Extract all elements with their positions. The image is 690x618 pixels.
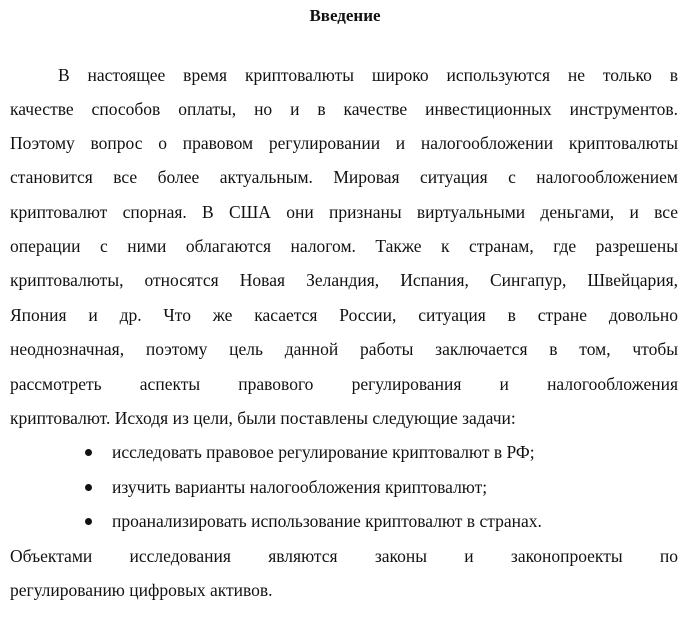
paragraph-1-line-6: операции с ними облагаются налогом. Также к странам, где разрешены	[10, 236, 678, 256]
paragraph-2-line-1: Объектами исследования являются законы и законопроекты по	[10, 546, 678, 566]
list-item-text: проанализировать использование криптовалют в странах.	[112, 511, 542, 531]
bullet-icon	[85, 518, 92, 525]
paragraph-1-line-7: криптовалюты, относятся Новая Зеландия, Испания, Сингапур, Швейцария,	[10, 270, 678, 290]
paragraph-1-line-5: криптовалют спорная. В США они признаны виртуальными деньгами, и все	[10, 202, 678, 222]
paragraph-2-line-2: регулированию цифровых активов.	[10, 580, 273, 600]
bullet-icon	[85, 449, 92, 456]
paragraph-1-line-9: неоднозначная, поэтому цель данной работы заключается в том, чтобы	[10, 339, 678, 359]
paragraph-1-line-2: качестве способов оплаты, но и в качестве инвестиционных инструментов.	[10, 99, 678, 119]
paragraph-1-line-8: Япония и др. Что же касается России, ситуация в стране довольно	[10, 305, 678, 325]
paragraph-1-line-4: становится все более актуальным. Мировая ситуация с налогообложением	[10, 167, 678, 187]
list-item-text: исследовать правовое регулирование криптовалют в РФ;	[112, 442, 535, 462]
paragraph-1-line-10: рассмотреть аспекты правового регулирования и налогообложения	[10, 374, 678, 394]
list-item-text: изучить варианты налогообложения криптовалют;	[112, 477, 488, 497]
bullet-icon	[85, 484, 92, 491]
paragraph-1-line-1: В настоящее время криптовалюты широко используются не только в	[58, 65, 678, 85]
page-title: Введение	[309, 6, 381, 25]
paragraph-1-line-11: криптовалют. Исходя из цели, были поставлены следующие задачи:	[10, 408, 516, 428]
paragraph-1-line-3: Поэтому вопрос о правовом регулировании и налогообложении криптовалюты	[10, 133, 678, 153]
